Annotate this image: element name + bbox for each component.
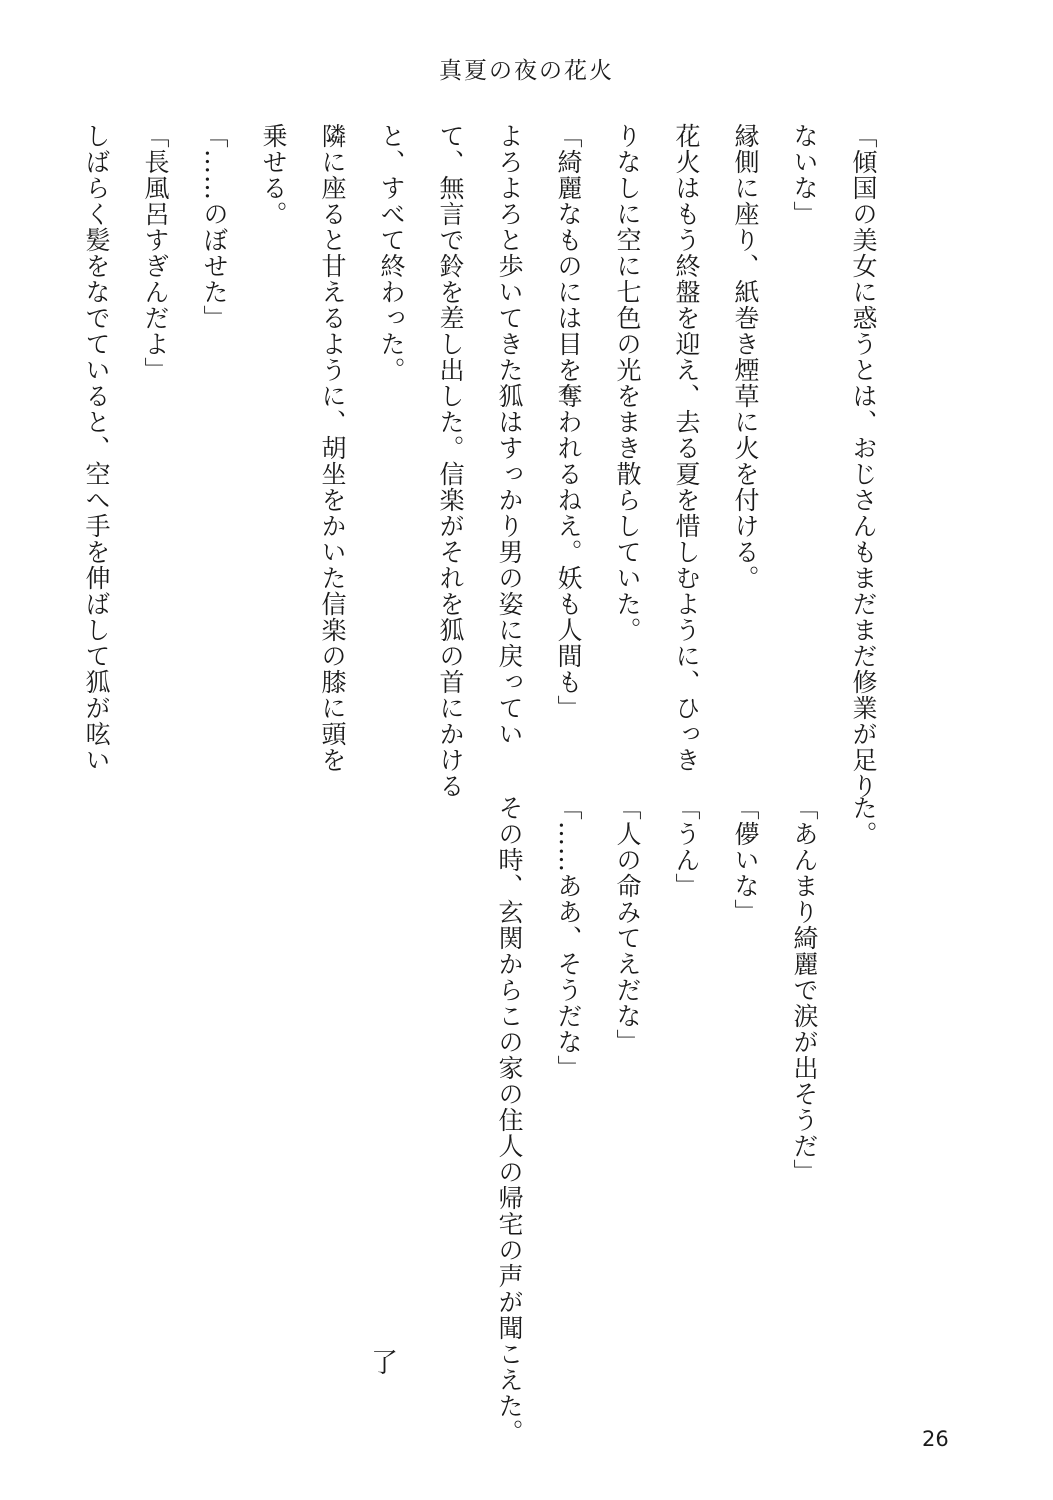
text-line: 「綺麗なものには目を奪われるねえ。妖も人間も」 — [554, 123, 583, 721]
text-line: 花火はもう終盤を迎え、去る夏を惜しむように、ひっき — [672, 123, 701, 773]
text-line: 「儚いな」 — [731, 795, 760, 925]
end-mark: 了 — [366, 1348, 397, 1375]
text-line: ないな」 — [790, 123, 819, 227]
text-line: 「人の命みてえだな」 — [613, 795, 642, 1055]
lower-text-block — [480, 795, 893, 1445]
page-number: 26 — [922, 1427, 949, 1451]
text-line: と、すべて終わった。 — [377, 123, 406, 383]
page-title: 真夏の夜の花火 — [439, 58, 614, 84]
text-line: 「……ああ、そうだな」 — [554, 795, 583, 1081]
text-line: 「……のぼせた」 — [200, 123, 229, 331]
text-line: 「傾国の美女に惑うとは、おじさんもまだまだ修業が足り — [849, 123, 878, 799]
text-line: りなしに空に七色の光をまき散らしていた。 — [613, 123, 642, 643]
text-line: 「あんまり綺麗で涙が出そうだ」 — [790, 795, 819, 1185]
text-line: 「長風呂すぎんだよ」 — [141, 123, 170, 383]
text-line: よろよろと歩いてきた狐はすっかり男の姿に戻ってい — [495, 123, 524, 747]
text-line: その時、玄関からこの家の住人の帰宅の声が聞こえた。 — [495, 795, 524, 1445]
text-line: 乗せる。 — [259, 123, 288, 227]
upper-text-block — [67, 123, 893, 799]
text-line: て、無言で鈴を差し出した。信楽がそれを狐の首にかける — [436, 123, 465, 799]
text-line: 縁側に座り、紙巻き煙草に火を付ける。 — [731, 123, 760, 591]
text-line: た。 — [849, 795, 878, 847]
text-line: 隣に座ると甘えるように、胡坐をかいた信楽の膝に頭を — [318, 123, 347, 773]
text-line: しばらく髪をなでていると、空へ手を伸ばして狐が呟い — [82, 123, 111, 773]
text-line: 「うん」 — [672, 795, 701, 899]
